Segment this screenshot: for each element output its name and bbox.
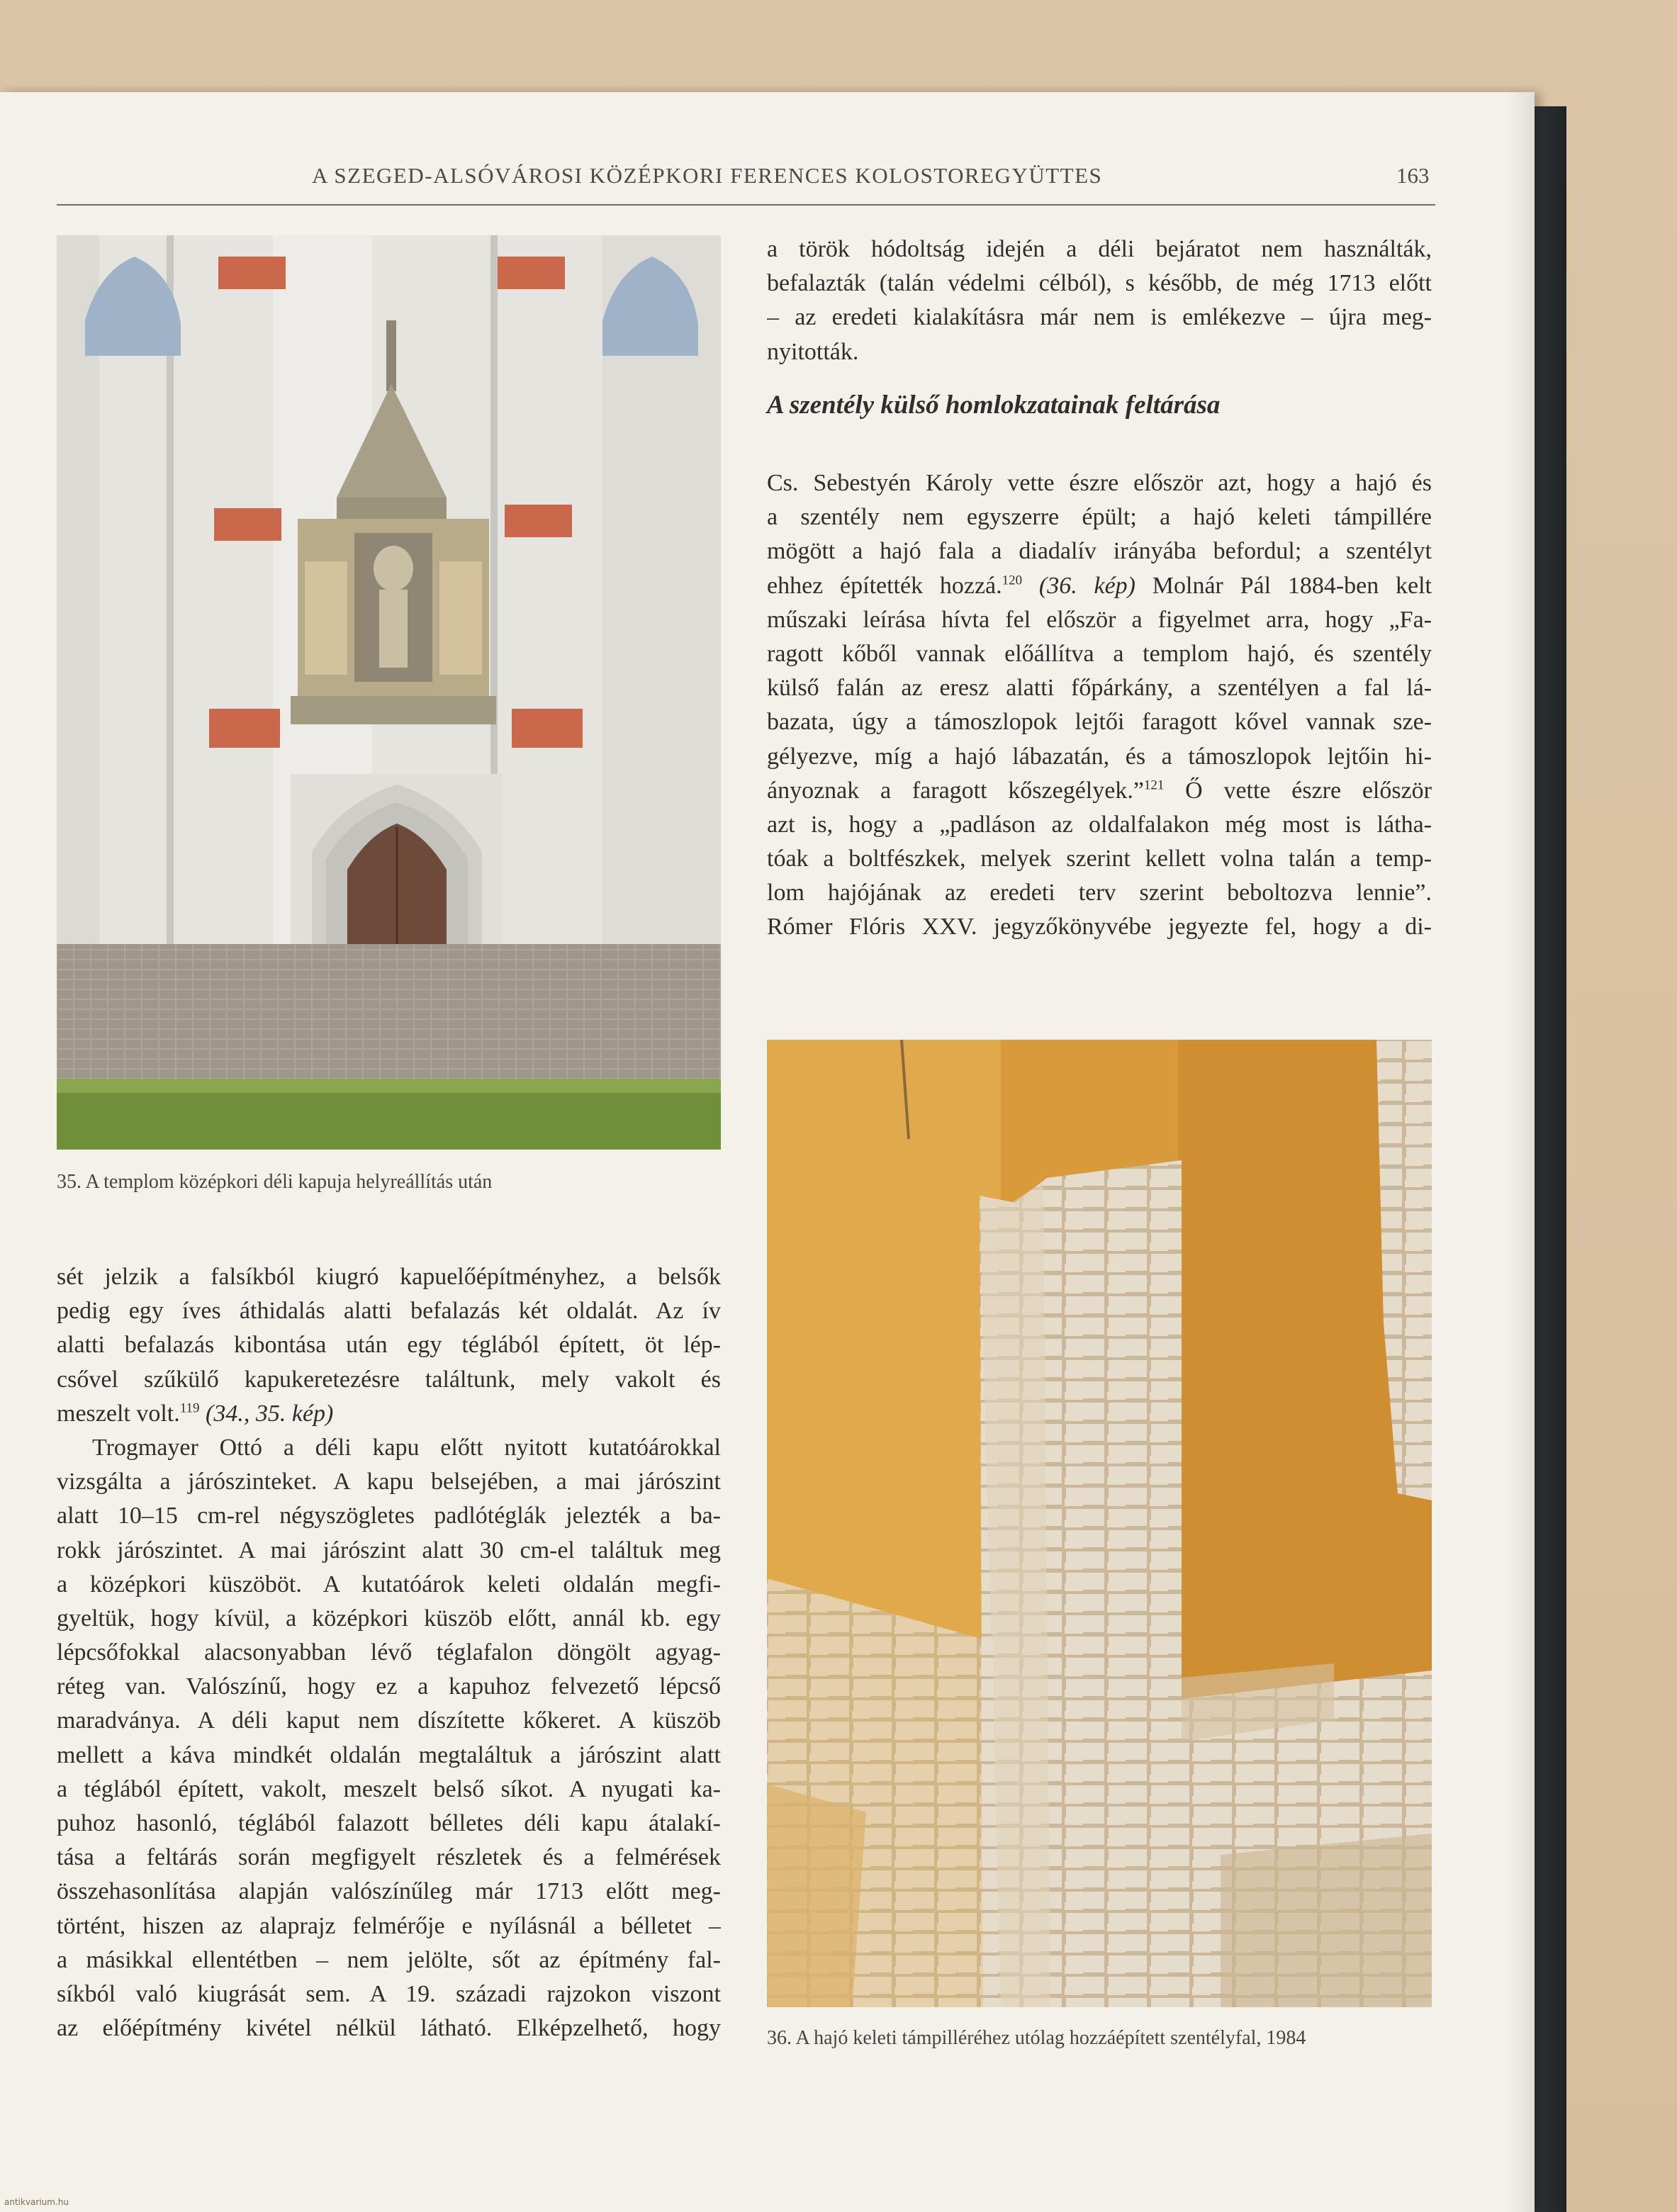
- text-line: gyeltük, hogy kívül, a középkori küszöb előtt, annál kb. egy: [57, 1605, 721, 1632]
- text-line: befalazták (talán védelmi célból), s később, de még 1713 előtt: [767, 270, 1432, 297]
- running-title: A SZEGED-ALSÓVÁROSI KÖZÉPKORI FERENCES KOLOSTOREGYÜTTES: [312, 163, 1103, 188]
- text-line: síkból való kiugrását sem. A 19. századi rajzokon viszont: [57, 1980, 721, 2007]
- footnote-ref-119: 119: [179, 1400, 200, 1416]
- text-line: Rómer Flóris XXV. jegyzőkönyvébe jegyezte fel, hogy a di-: [767, 914, 1432, 941]
- figure-ref: (36. kép): [1038, 572, 1135, 599]
- text-line: a török hódoltság idején a déli bejáratot nem használták,: [767, 236, 1432, 262]
- text-line: bazata, úgy a támoszlopok lejtői faragott kővel vannak sze-: [767, 709, 1432, 736]
- figure-35-photo: [57, 235, 721, 1150]
- text-line: műszaki leírása hívta fel először a figyelmet arra, hogy „Fa-: [767, 606, 1432, 633]
- text-line: [57, 1397, 721, 1431]
- text-line: [767, 569, 1432, 603]
- text-segment: ányoznak a faragott kőszegélyek.”: [767, 777, 1144, 804]
- text-line: külső falán az eresz alatti főpárkány, a szentélyen a fal lá-: [767, 675, 1432, 702]
- text-line: [767, 774, 1432, 808]
- text-line: maradványa. A déli kaput nem díszítette kőkeret. A küszöb: [57, 1707, 721, 1734]
- figure-36-caption: 36. A hajó keleti támpilléréhez utólag hozzáépített szentélyfal, 1984: [767, 2027, 1306, 2049]
- watermark: antikvarium.hu: [4, 2197, 69, 2207]
- text-segment: Molnár Pál 1884-ben kelt: [1152, 572, 1432, 599]
- text-line: vizsgálta a járószinteket. A kapu belsejében, a mai járószint: [57, 1469, 721, 1495]
- footnote-ref-120: 120: [1002, 573, 1023, 588]
- section-heading: A szentély külső homlokzatainak feltárása: [767, 391, 1221, 420]
- text-line: pedig egy íves áthidalás alatti befalazás két oldalát. Az ív: [57, 1298, 721, 1325]
- text-segment: Ő vette észre először: [1185, 777, 1432, 804]
- text-line: gélyezve, míg a hajó lábazatán, és a támoszlopok lejtőin hi-: [767, 743, 1432, 770]
- text-line: Trogmayer Ottó a déli kapu előtt nyitott kutatóárokkal: [92, 1434, 721, 1461]
- text-line: a középkori küszöböt. A kutatóárok keleti oldalán megfi-: [57, 1571, 721, 1598]
- right-column-intro: [767, 232, 1432, 369]
- text-line: rokk járószintet. A mai járószint alatt 30 cm-el találtuk meg: [57, 1537, 721, 1563]
- figure-ref: (34., 35. kép): [206, 1400, 334, 1427]
- text-line: alatti befalazás kibontása után egy téglából épített, öt lép-: [57, 1332, 721, 1359]
- right-column-paragraph: [767, 466, 1432, 945]
- text-line: sét jelzik a falsíkból kiugró kapuelőépítményhez, a belsők: [57, 1264, 721, 1290]
- text-line: lépcsőfokkal alacsonyabban lévő téglafalon döngölt agyag-: [57, 1639, 721, 1666]
- text-segment: ehhez építették hozzá.: [767, 572, 1002, 599]
- left-column-text: [57, 1260, 721, 2045]
- figure-35-caption: 35. A templom középkori déli kapuja helyreállítás után: [57, 1171, 493, 1193]
- figure-36-photo: [767, 1040, 1432, 2007]
- running-head: [0, 163, 1435, 206]
- text-line: alatt 10–15 cm-rel négyszögletes padlótéglák jelezték a ba-: [57, 1503, 721, 1529]
- text-line: a szentély nem egyszerre épült; a hajó keleti támpillére: [767, 504, 1432, 531]
- text-line: réteg van. Valószínű, hogy ez a kapuhoz felvezető lépcső: [57, 1673, 721, 1700]
- text-segment: meszelt volt.: [57, 1400, 180, 1427]
- book-page: [0, 92, 1535, 2212]
- text-line: összehasonlítása alapján valószínűleg már 1713 előtt meg-: [57, 1878, 721, 1905]
- header-rule: [57, 204, 1435, 206]
- text-line: tóak a boltfészkek, melyek szerint kellett volna talán a temp-: [767, 846, 1432, 872]
- footnote-ref-121: 121: [1143, 777, 1165, 793]
- page-number: 163: [1396, 163, 1430, 188]
- text-line: Cs. Sebestyén Károly vette észre először azt, hogy a hajó és: [767, 470, 1432, 496]
- text-line: mellett a káva mindkét oldalán megtaláltuk a járószint alatt: [57, 1741, 721, 1768]
- text-line: csővel szűkülő kapukeretezésre találtunk, mely vakolt és: [57, 1366, 721, 1393]
- text-line: tása a feltárás során megfigyelt részletek és a felmérések: [57, 1844, 721, 1871]
- text-line: ragott kőből vannak előállítva a templom hajó, és szentély: [767, 640, 1432, 667]
- text-line: az előépítmény kivétel nélkül látható. Elképzelhető, hogy: [57, 2015, 721, 2042]
- text-line: történt, hiszen az alaprajz felmérője e nyílásnál a bélletet –: [57, 1912, 721, 1939]
- text-line: nyitották.: [767, 338, 859, 365]
- text-line: puhoz hasonló, téglából falazott bélletes déli kapu átalakí-: [57, 1810, 721, 1836]
- text-line: mögött a hajó fala a diadalív irányába befordul; a szentélyt: [767, 538, 1432, 565]
- text-line: lom hajójának az eredeti terv szerint beboltozva lennie”.: [767, 880, 1432, 906]
- text-line: azt is, hogy a „padláson az oldalfalakon még most is látha-: [767, 811, 1432, 838]
- text-line: a téglából épített, vakolt, meszelt belső síkot. A nyugati ka-: [57, 1775, 721, 1802]
- text-line: a másikkal ellentétben – nem jelölte, sőt az építmény fal-: [57, 1946, 721, 1973]
- text-line: – az eredeti kialakításra már nem is emlékezve – újra meg-: [767, 304, 1432, 331]
